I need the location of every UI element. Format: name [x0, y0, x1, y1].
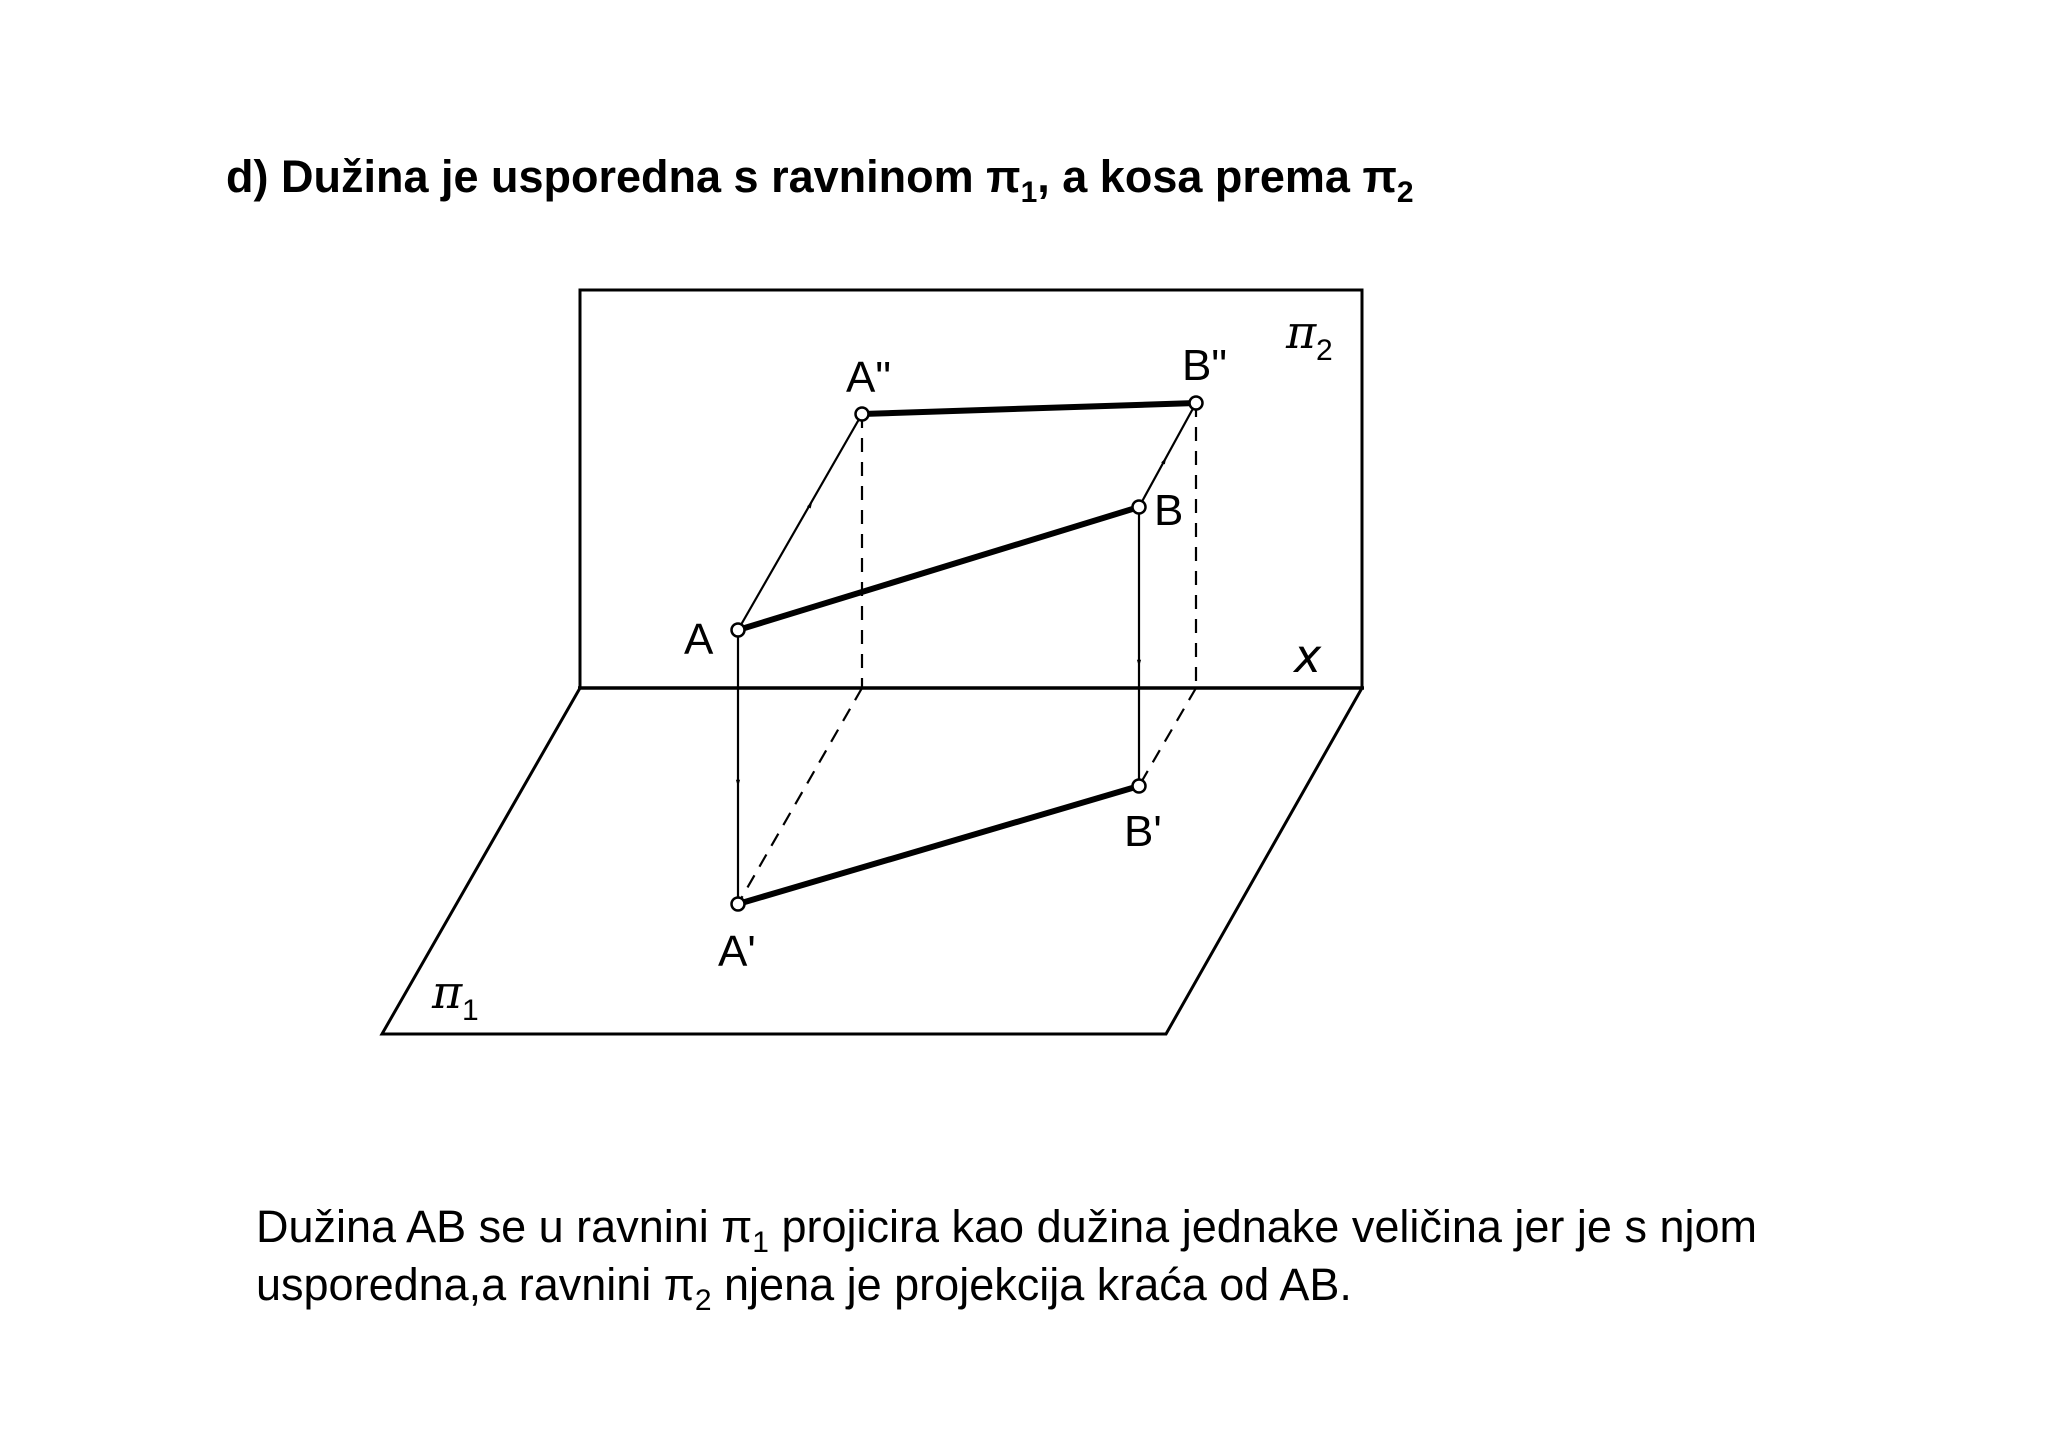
label-pi1-subscript: 1	[462, 994, 479, 1027]
caption-part-2: projicira kao dužina jednake veličina jer je s njom usporedna,a ravnini π	[256, 1201, 1757, 1310]
label-x-axis: x	[1294, 629, 1322, 683]
caption-part-1: Dužina AB se u ravnini π	[256, 1201, 753, 1252]
segment-A-dd-B-dd	[862, 403, 1196, 414]
title-subscript-2: 2	[1396, 176, 1414, 209]
point-A-d	[732, 898, 745, 911]
label-B-d: B'	[1124, 807, 1162, 856]
point-B-d	[1133, 780, 1146, 793]
title-text-prefix: d) Dužina je usporedna s ravninom π	[226, 151, 1021, 202]
label-pi2: π	[1286, 305, 1317, 359]
arrow-A-to-A-dd	[776, 502, 812, 564]
segment-A-d-B-d	[738, 786, 1139, 904]
label-pi2-subscript: 2	[1316, 334, 1333, 367]
label-A-d: A'	[718, 927, 756, 976]
caption-part-3: njena je projekcija kraća od AB.	[711, 1259, 1352, 1310]
title-subscript-1: 1	[1020, 176, 1038, 209]
point-A-dd	[856, 408, 869, 421]
label-A-dd: A"	[846, 353, 891, 402]
dashed-line-axis-to-B-d	[1139, 688, 1196, 786]
caption-subscript-1: 1	[752, 1226, 769, 1259]
plane-pi1-outline	[382, 688, 1362, 1034]
point-A	[732, 624, 745, 637]
label-B-dd: B"	[1182, 341, 1227, 390]
label-A: A	[684, 615, 714, 664]
point-B-dd	[1190, 397, 1203, 410]
caption-text	[256, 1198, 1856, 1317]
label-B: B	[1154, 486, 1184, 535]
point-B	[1133, 501, 1146, 514]
title-text-middle: , a kosa prema π	[1037, 151, 1397, 202]
label-pi1: π	[432, 965, 463, 1019]
caption-subscript-2: 2	[694, 1284, 712, 1317]
